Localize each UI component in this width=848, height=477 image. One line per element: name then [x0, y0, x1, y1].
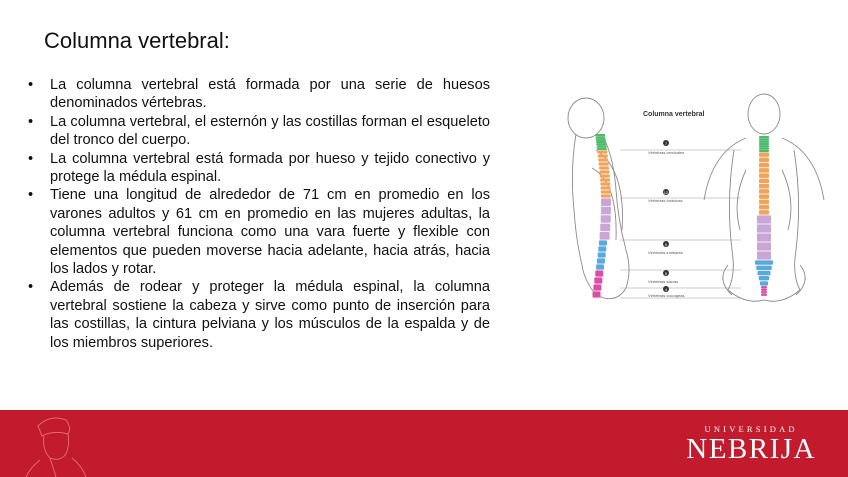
vertebra [759, 152, 769, 156]
vertebra [599, 240, 607, 245]
label-number: 4 [664, 287, 668, 292]
vertebra [601, 198, 611, 206]
lateral-spine [593, 134, 611, 298]
vertebra [757, 242, 771, 250]
vertebra [759, 150, 769, 152]
portrait-engraving-icon [20, 410, 90, 477]
vertebra [599, 162, 609, 165]
vertebra [601, 207, 611, 215]
label-text: Vértebras coccígeas [648, 293, 685, 298]
label-text: Vértebras cervicales [648, 150, 685, 155]
vertebra [596, 141, 606, 143]
vertebra [598, 246, 606, 251]
vertebra [761, 289, 767, 291]
vertebra [761, 291, 767, 293]
vertebra [600, 174, 610, 177]
bullet-dot: • [28, 187, 34, 204]
bullet-dot: • [28, 279, 34, 296]
skull-outline [568, 98, 604, 138]
university-logo [686, 424, 816, 464]
bullet-item [28, 186, 490, 278]
bullet-dot: • [28, 113, 34, 130]
figure-title: Columna vertebral [643, 111, 705, 118]
vertebra [757, 224, 771, 232]
vertebra [593, 291, 601, 297]
skull-outline [748, 94, 780, 134]
slide-title: Columna vertebral: [44, 28, 230, 53]
vertebra [759, 184, 769, 188]
vertebra [601, 215, 611, 223]
vertebra [757, 251, 771, 259]
vertebra [759, 147, 769, 149]
vertebra [596, 139, 606, 141]
logo-subtitle: UNIVERSIDAD [704, 424, 798, 434]
vertebra [759, 276, 770, 280]
vertebra [759, 205, 769, 209]
vertebra [759, 194, 769, 198]
bullet-text: Tiene una longitud de alrededor de 71 cm en promedio en los varones adultos y 61 cm en promedio en las mujeres adultas, la columna vertebral funciona como una vara fuerte y flexible con elementos que pueden moverse hacia adelante, hacia atrás, hacia los lados y rotar. [50, 187, 490, 278]
bullet-dot: • [28, 77, 34, 93]
label-text: Vértebras sacras [648, 279, 679, 284]
vertebra [759, 179, 769, 183]
bullet-text: La columna vertebral está formada por hueso y tejido conectivo y protege la médula espinal. [50, 150, 490, 186]
label-text: Vértebras lumbares [648, 250, 683, 255]
vertebra [600, 182, 610, 185]
bullet-item [28, 278, 490, 352]
vertebra [594, 277, 602, 283]
vertebra [600, 178, 610, 181]
vertebra [601, 190, 611, 193]
label-number: 12 [663, 190, 669, 195]
vertebra [596, 143, 606, 145]
vertebra [759, 173, 769, 177]
vertebra [595, 270, 603, 276]
logo-wordmark: NEBRIJA [686, 433, 816, 465]
vertebra [761, 286, 767, 288]
vertebra [759, 200, 769, 204]
vertebra [759, 145, 769, 147]
label-number: 7 [664, 141, 668, 146]
vertebra [759, 138, 769, 140]
figure-labels [648, 140, 684, 298]
vertebra [755, 260, 773, 264]
bullet-item [28, 150, 490, 187]
face-outline [44, 434, 69, 459]
vertebra [600, 224, 610, 232]
vertebra [597, 150, 607, 153]
vertebra [597, 258, 605, 263]
vertebra [760, 281, 768, 285]
label-text: Vértebras torácicas [648, 198, 683, 203]
vertebra [759, 141, 769, 143]
vertebra [598, 154, 608, 157]
vertebra [601, 194, 611, 197]
vertebra [598, 158, 608, 161]
vertebra [757, 233, 771, 241]
label-number: 5 [664, 271, 668, 276]
spine-illustration [556, 90, 836, 318]
vertebra [595, 136, 605, 138]
vertebra [759, 168, 769, 172]
vertebra [593, 284, 601, 290]
bullet-text: La columna vertebral está formada por una serie de huesos denominados vértebras. [50, 77, 490, 112]
hat-outline [38, 418, 70, 436]
vertebra [596, 264, 604, 269]
vertebra [759, 189, 769, 193]
bullet-dot: • [28, 150, 34, 167]
vertebra [601, 186, 611, 189]
vertebra [758, 271, 771, 275]
vertebra [599, 166, 609, 169]
footer-bar [0, 410, 848, 477]
vertebra [598, 252, 606, 257]
vertebra [759, 158, 769, 162]
vertebra [759, 136, 769, 138]
bullet-item [28, 76, 490, 113]
vertebra [756, 266, 772, 270]
label-number: 5 [664, 242, 668, 247]
bullet-item [28, 113, 490, 150]
bullet-text: Además de rodear y proteger la médula espinal, la columna vertebral sostiene la cabeza y sirve como punto de inserción para las costillas, la cintura pelviana y los músculos de la espalda y de los miembros superiores. [50, 279, 490, 351]
posterior-spine [755, 136, 773, 296]
vertebra [597, 145, 607, 147]
bullet-text: La columna vertebral, el esternón y las costillas forman el esqueleto del tronco del cuerpo. [50, 113, 490, 149]
robe-outline [26, 458, 86, 477]
vertebra [595, 134, 605, 136]
vertebra [757, 215, 771, 223]
vertebra [600, 232, 610, 240]
vertebra [759, 210, 769, 214]
vertebra [761, 294, 767, 296]
vertebra [759, 143, 769, 145]
vertebra [597, 148, 607, 150]
bullet-list [28, 76, 490, 352]
vertebra [599, 170, 609, 173]
vertebra [759, 163, 769, 167]
